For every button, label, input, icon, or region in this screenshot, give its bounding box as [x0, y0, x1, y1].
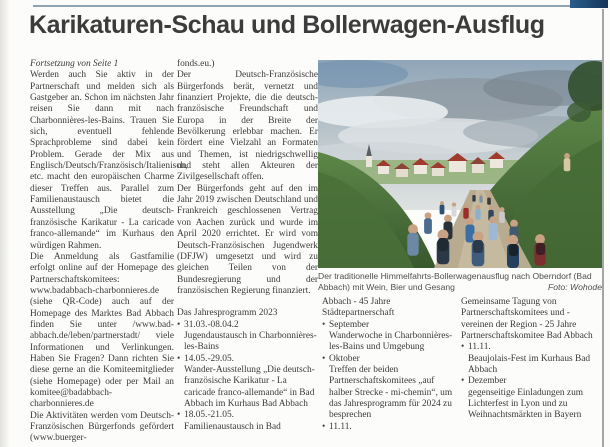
program-item-desc: Jugendaustausch in Charbonnières-les-Bains: [184, 330, 317, 353]
article-column-2: [177, 59, 318, 433]
photo-credit: Foto: Wohode: [544, 282, 602, 293]
paragraph: Die Anmeldung als Gastfamilie erfolgt online auf der Homepage des Partnerschaftskomitees: www.badabbach-charbonnieres.de (siehe QR-Code) auch auf der Homepage des Marktes Bad Abbach finden Sie unter /www.bad-abbach.de/leben/partnerstadt/ viele Informationen und Verlinkungen. Haben Sie Fragen? Dann richten Sie diese gerne an die Komiteemitglieder (siehe Homepage) oder per Mail an komitee@badabbach-charbonnieres.de: [30, 251, 174, 410]
photo-caption: Der traditionelle Himmelfahrts-Bollerwagenausflug nach Oberndorf (Bad Abbach) mit Wein, Bier und Gesang: [318, 271, 592, 292]
program-item-date: • Oktober: [329, 354, 454, 365]
program-continuation: Abbach - 45 Jahre Städtepartnerschaft: [322, 297, 395, 319]
program-heading: Das Jahresprogramm 2023: [177, 308, 278, 319]
article-column-1: [30, 59, 188, 445]
program-item-date: • September: [329, 320, 454, 331]
page-title: Karikaturen-Schau und Bollerwagen-Ausflug: [29, 11, 545, 39]
program-item: [177, 354, 318, 411]
program-item-desc: Treffen der beiden Partnerschaftskomitees „auf halber Strecke - mi-chemin“, um das Jahresprogramm für 2024 zu besprechen: [329, 365, 453, 421]
program-block: [177, 308, 318, 433]
program-item-date: • 18.05.-21.05.: [184, 410, 318, 421]
program-item-desc: Wanderwoche in Charbonnières-les-Bains und Umgebung: [329, 331, 453, 353]
program-item-desc: Familienaustausch in Bad: [184, 421, 281, 432]
photo-illustration: [318, 60, 602, 268]
program-item: [461, 376, 602, 421]
program-item-desc: gegenseitige Einladungen zum Lichterfest in Lyon und zu Weihnachtsmärkten in Bayern: [468, 387, 584, 421]
paragraph: Die Aktivitäten werden vom Deutsch-Französischen Bürgerfonds gefördert (www.buerger-: [30, 410, 174, 444]
program-item-desc: Beaujolais-Fest im Kurhaus Bad Abbach: [468, 353, 591, 376]
program-item-date: • 11.11.: [329, 422, 454, 433]
program-continuation: Gemeinsame Tagung von Partnerschaftskomitees und -vereinen der Region - 25 Jahre Partnerschaftskomitee Bad Abbach: [461, 297, 593, 342]
program-item-date: • 14.05.-29.05.: [184, 354, 318, 365]
program-item: [177, 410, 318, 433]
program-item: [322, 422, 454, 433]
program-item-date: • Dezember: [468, 376, 602, 387]
paragraph-continuation: fonds.eu.): [177, 59, 215, 69]
program-item: [461, 342, 602, 376]
paragraph: Werden auch Sie aktiv in der Partnerschaft und melden sich als Gastgeber an. Schon im nächsten Jahr reisen Sie dann mit nach Charbonnières-les-Bains. Trauen Sie sich, eventuell fehlende Sprachprobleme sind dabei kein Problem. Gerade der Mix aus Englisch/Deutsch/Französisch/Italienisch, etc. macht den europäischen Charme dieser Treffen aus. Parallel zum Familienaustausch bietet die Ausstellung „Die deutsch-französische Karikatur - La caricade franco-allemande“ im Kurhaus den würdigen Rahmen.: [30, 70, 188, 251]
program-item: [177, 320, 318, 354]
continuation-note: Fortsetzung von Seite 1: [30, 59, 119, 69]
scan-edge-shadow: [0, 0, 10, 447]
program-column-3: [322, 297, 454, 433]
program-item-date: • 11.11.: [468, 342, 602, 353]
corner-tab: [570, 0, 608, 8]
program-item: [322, 320, 454, 354]
program-item-date: • 31.03.-08.04.2: [184, 320, 318, 331]
photo-caption-block: [318, 271, 602, 292]
program-item-desc: Wander-Ausstellung „Die deutsch-französische Karikatur - La caricade franco-allemande“ in Bad Abbach im Kurhaus Bad Abbach: [184, 364, 315, 409]
paragraph: Der Bürgerfonds geht auf den im Jahr 2019 zwischen Deutschland und Frankreich geschlossenen Vertrag von Aachen zurück und wurde im April 2020 errichtet. Er wird vom Deutsch-Französischen Jugendwerk (DFJW) umgesetzt und wird zu gleichen Teilen von der Bundesregierung und der französischen Regierung finanziert.: [177, 183, 318, 296]
paragraph: Der Deutsch-Französische Bürgerfonds berät, vernetzt und finanziert Projekte, die die deutsch-französische Freundschaft und Europa in der Breite der Bevölkerung erlebbar machen. Er fördert eine Vielzahl an Formaten und Themen, ist niedrigschwellig und steht allen Akteuren der Zivilgesellschaft offen.: [177, 70, 318, 183]
photo-figure: [318, 60, 602, 268]
program-item: [322, 354, 454, 422]
page-edge-line: [602, 9, 604, 447]
program-column-4: [461, 297, 602, 422]
header-rule: [33, 5, 570, 7]
